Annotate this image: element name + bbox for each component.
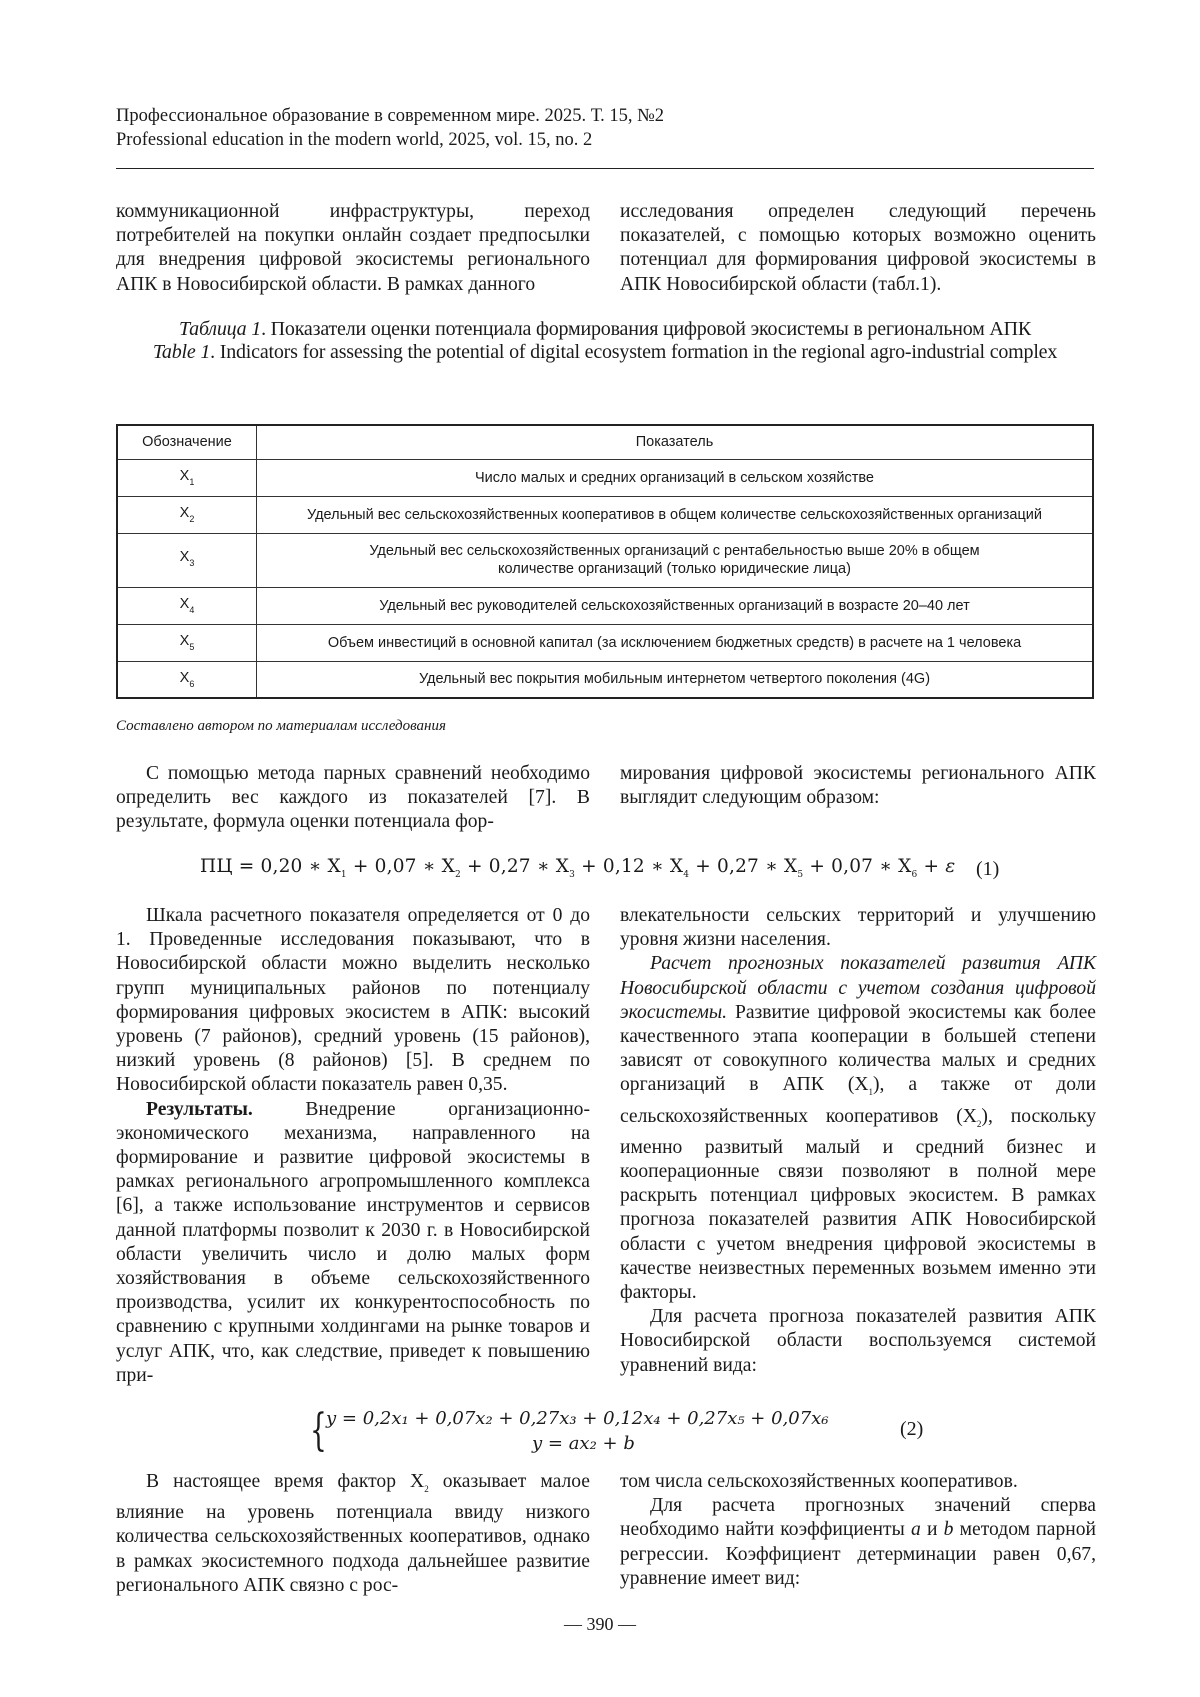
results-heading: Результаты. <box>146 1098 253 1120</box>
regression-paragraph: Для расчета прогнозных значений сперва необходимо найти коэффициенты a и b методом парной регрессии. Коэффициент детерминации равен 0,67, уравнение имеет вид: <box>620 1495 1097 1589</box>
table-source-note: Составлено автором по материалам исследования <box>116 718 446 734</box>
attractiveness-paragraph: влекательности сельских территорий и улучшению уровня жизни населения. <box>620 905 1096 951</box>
intro-left-column <box>116 200 590 297</box>
table-label-ru: Таблица 1 <box>178 318 262 340</box>
table-row <box>117 624 1093 661</box>
symbol-cell: $X_1$ <box>117 459 257 496</box>
results-paragraph: Результаты. Внедрение организационно-экономического механизма, направленного на формирование и развитие цифровой экосистемы в рамках регионального агропромышленного комплекса [6], а также использование инструментов и сервисов данной платформы позволит к 2030 г. в Новосибирской области увеличить число и долю малых форм хозяйствования в объеме сельскохозяйственного производства, усилит их конкурентоспособность по сравнению с крупными холдингами на рынке товаров и услуг АПК, что, как следствие, приведет к повышению при- <box>116 1098 590 1386</box>
column-header-indicator: Показатель <box>257 425 1094 459</box>
formula-term: 0,27 ∗ $X_5$ <box>717 856 804 880</box>
symbol-cell: $X_2$ <box>117 496 257 533</box>
table-caption-en <box>116 341 1094 364</box>
symbol-cell: $X_5$ <box>117 624 257 661</box>
table-row <box>117 533 1093 587</box>
formula-term: 0,20 ∗ $X_1$ <box>260 856 347 880</box>
system-equation-1: y = 0,2x₁ + 0,07x₂ + 0,27x₃ + 0,12x₄ + 0,27x₅ + 0,07x₆ <box>326 1408 829 1429</box>
method-left-text: С помощью метода парных сравнений необходимо определить вес каждого из показателей [7]. В результате, формула оценки потенциала фор- <box>116 763 590 833</box>
table-row <box>117 459 1093 496</box>
table-row <box>117 661 1093 698</box>
table-row <box>117 496 1093 533</box>
table-caption-en-text: . Indicators for assessing the potential of digital ecosystem formation in the regional agro-industrial complex <box>210 341 1058 363</box>
table-label-en: Table 1 <box>152 341 211 363</box>
journal-title-ru: Профессиональное образование в современном мире. 2025. Т. 15, №2 <box>116 106 665 126</box>
column-header-symbol: Обозначение <box>117 425 257 459</box>
formula-potential: ПЦ = 0,20 ∗ $X_1 + 0,07$ ∗ $X_2 + 0,27$ ∗ $X_3 + 0,12$ ∗ $X_4 + 0,27$ ∗ $X_5 + 0,07$ ∗ $X_6 + \varepsilon$ <box>200 856 956 880</box>
symbol-cell: $X_3$ <box>117 533 257 587</box>
system-brace: { <box>310 1405 327 1456</box>
table-caption <box>116 318 1094 364</box>
symbol-cell: $X_4$ <box>117 587 257 624</box>
scale-paragraph: Шкала расчетного показателя определяется от 0 до 1. Проведенные исследования показывают, что в Новосибирской области можно выделить несколько групп муниципальных районов по потенциалу формирования цифровых экосистем в АПК: высокий уровень (7 районов), средний уровень (15 районов), низкий уровень (8 районов) [5]. В среднем по Новосибирской области показатель равен 0,35. <box>116 905 590 1096</box>
table-caption-ru-text: . Показатели оценки потенциала формирования цифровой экосистемы в региональном АПК <box>261 318 1032 340</box>
tail-left-column <box>116 1470 590 1598</box>
tail-right-column <box>620 1470 1096 1591</box>
factor-paragraph: В настоящее время фактор $X_2$ оказывает малое влияние на уровень потенциала ввиду низкого количества сельскохозяйственных кооперативов, однако в рамках экосистемного подхода дальнейшее развитие регионального АПК связно с рос- <box>116 1471 591 1596</box>
table-row <box>117 587 1093 624</box>
intro-left-text: коммуникационной инфраструктуры, переход потребителей на покупки онлайн создает предпосылки для внедрения цифровой экосистемы регионального АПК в Новосибирской области. В рамках данного <box>116 201 590 295</box>
body-right-column <box>620 904 1096 1378</box>
symbol-cell: $X_6$ <box>117 661 257 698</box>
formula-term: 0,27 ∗ $X_3$ <box>488 856 576 880</box>
indicator-cell: Число малых и средних организаций в сельском хозяйстве <box>257 459 1094 496</box>
indicator-cell: Удельный вес покрытия мобильным интернетом четвертого поколения (4G) <box>257 661 1094 698</box>
method-right-column <box>620 762 1096 810</box>
indicator-cell: Удельный вес сельскохозяйственных кооперативов в общем количестве сельскохозяйственных организаций <box>257 496 1094 533</box>
forecast-subheading: Расчет прогнозных показателей развития АПК Новосибирской области с учетом создания цифровой экосистемы. <box>620 953 1096 1023</box>
equation-number-1: (1) <box>976 858 1000 880</box>
system-equation-2: y = ax₂ + b <box>532 1433 635 1454</box>
journal-title-en: Professional education in the modern world, 2025, vol. 15, no. 2 <box>116 130 593 150</box>
indicator-cell: Удельный вес сельскохозяйственных организаций с рентабельностью выше 20% в общем количестве организаций (только юридические лица) <box>257 533 1094 587</box>
system-intro-paragraph: Для расчета прогноза показателей развития АПК Новосибирской области воспользуемся системой уравнений вида: <box>620 1306 1096 1376</box>
indicator-cell: Удельный вес руководителей сельскохозяйственных организаций в возрасте 20–40 лет <box>257 587 1094 624</box>
formula-term: 0,07 ∗ $X_6$ <box>831 856 918 880</box>
method-right-text: мирования цифровой экосистемы регионального АПК выглядит следующим образом: <box>620 763 1096 809</box>
cooperatives-paragraph: том числа сельскохозяйственных кооперативов. <box>620 1471 1018 1492</box>
running-header <box>116 104 1096 152</box>
body-left-column <box>116 904 590 1388</box>
table-caption-ru <box>116 318 1094 341</box>
method-left-column <box>116 762 590 835</box>
formula-term: 0,07 ∗ $X_2$ <box>374 856 461 880</box>
header-divider <box>116 168 1094 169</box>
equation-number-2: (2) <box>900 1418 924 1440</box>
intro-right-column <box>620 200 1096 297</box>
indicator-cell: Объем инвестиций в основной капитал (за исключением бюджетных средств) в расчете на 1 человека <box>257 624 1094 661</box>
forecast-paragraph: Расчет прогнозных показателей развития АПК Новосибирской области с учетом создания цифровой экосистемы. Развитие цифровой экосистемы как более качественного этапа кооперации в большей степени зависят от совокупного количества малых и средних организаций в АПК $(X_1)$, а также от доли сельскохозяйственных кооперативов $(X_2)$, поскольку именно развитый малый и средний бизнес и кооперационные связи позволяют в полной мере раскрыть потенциал цифровых экосистем. В рамках прогноза показателей развития АПК Новосибирской области с учетом внедрения цифровой экосистемы в качестве неизвестных переменных возьмем именно эти факторы. <box>620 953 1096 1304</box>
page-number: — 390 — <box>564 1614 636 1634</box>
intro-right-text: исследования определен следующий перечень показателей, с помощью которых возможно оценить потенциал для формирования цифровой экосистемы в АПК Новосибирской области (табл.1). <box>620 201 1096 295</box>
formula-lhs: ПЦ = <box>200 856 261 877</box>
formula-term: 0,12 ∗ $X_4$ <box>602 856 690 880</box>
table-header-row <box>117 425 1093 459</box>
formula-error-term: ε <box>945 856 956 877</box>
indicators-table <box>116 424 1094 699</box>
